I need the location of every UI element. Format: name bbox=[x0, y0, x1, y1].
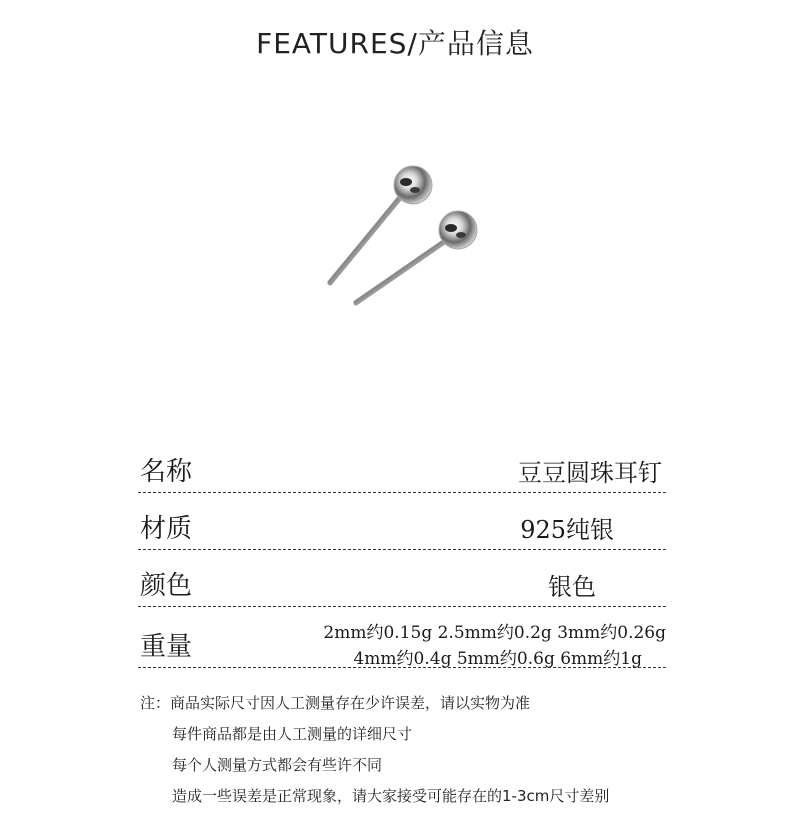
page-title: FEATURES/产品信息 bbox=[256, 27, 534, 60]
spec-row-weight bbox=[138, 612, 666, 668]
spec-value-weight-line1: 2mm约0.15g 2.5mm约0.2g 3mm约0.26g bbox=[323, 623, 666, 643]
note-line: 造成一些误差是正常现象，请大家接受可能存在的1-3cm尺寸差别 bbox=[172, 787, 610, 805]
note-line: 每个人测量方式都会有些许不同 bbox=[172, 756, 383, 774]
stud-earrings-image bbox=[300, 120, 510, 330]
spec-row-name bbox=[138, 446, 666, 493]
spec-value-material: 925纯银 bbox=[520, 516, 614, 544]
spec-value-name: 豆豆圆珠耳钉 bbox=[518, 459, 662, 487]
spec-value-color: 银色 bbox=[548, 573, 596, 601]
note-line: 每件商品都是由人工测量的详细尺寸 bbox=[172, 725, 413, 743]
earring-left bbox=[329, 166, 432, 283]
earring-right bbox=[355, 211, 477, 303]
spec-row-color bbox=[138, 560, 666, 607]
spec-label-weight: 重量 bbox=[140, 632, 193, 662]
spec-label-color: 颜色 bbox=[140, 571, 193, 601]
note-line: 注：商品实际尺寸因人工测量存在少许误差，请以实物为准 bbox=[140, 694, 531, 712]
spec-label-material: 材质 bbox=[140, 514, 193, 544]
spec-row-material bbox=[138, 503, 666, 550]
spec-label-name: 名称 bbox=[140, 457, 193, 487]
spec-value-weight-line2: 4mm约0.4g 5mm约0.6g 6mm约1g bbox=[353, 649, 642, 669]
